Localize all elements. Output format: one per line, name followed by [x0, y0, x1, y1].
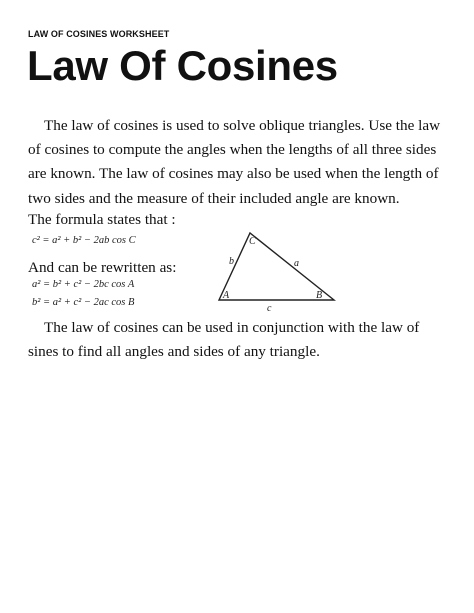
intro-paragraph: The law of cosines is used to solve oblique triangles. Use the law of cosines to compute the angles when the lengths of all three sides are known. The law of cosines may also be used when the length of two sides and the measure of their included angle are known.	[28, 117, 441, 207]
formula-b: b² = a² + c² − 2ac cos B	[32, 297, 135, 308]
vertex-label-c: C	[249, 236, 256, 247]
page-title: Law Of Cosines	[27, 42, 338, 89]
side-label-c: c	[267, 303, 272, 312]
vertex-label-b: B	[316, 290, 323, 301]
triangle-diagram	[210, 226, 340, 312]
rewrite-label: And can be rewritten as:	[28, 259, 177, 276]
side-label-b: b	[229, 256, 234, 267]
formula-a: a² = b² + c² − 2bc cos A	[32, 279, 135, 290]
formula-main: c² = a² + b² − 2ab cos C	[32, 235, 136, 246]
vertex-label-a: A	[223, 290, 230, 301]
worksheet-kicker: LAW OF COSINES WORKSHEET	[28, 29, 170, 39]
conclusion-paragraph: The law of cosines can be used in conjunction with the law of sines to find all angles and sides of any triangle.	[28, 319, 420, 361]
formula-label: The formula states that :	[28, 211, 176, 228]
side-label-a: a	[294, 258, 299, 269]
